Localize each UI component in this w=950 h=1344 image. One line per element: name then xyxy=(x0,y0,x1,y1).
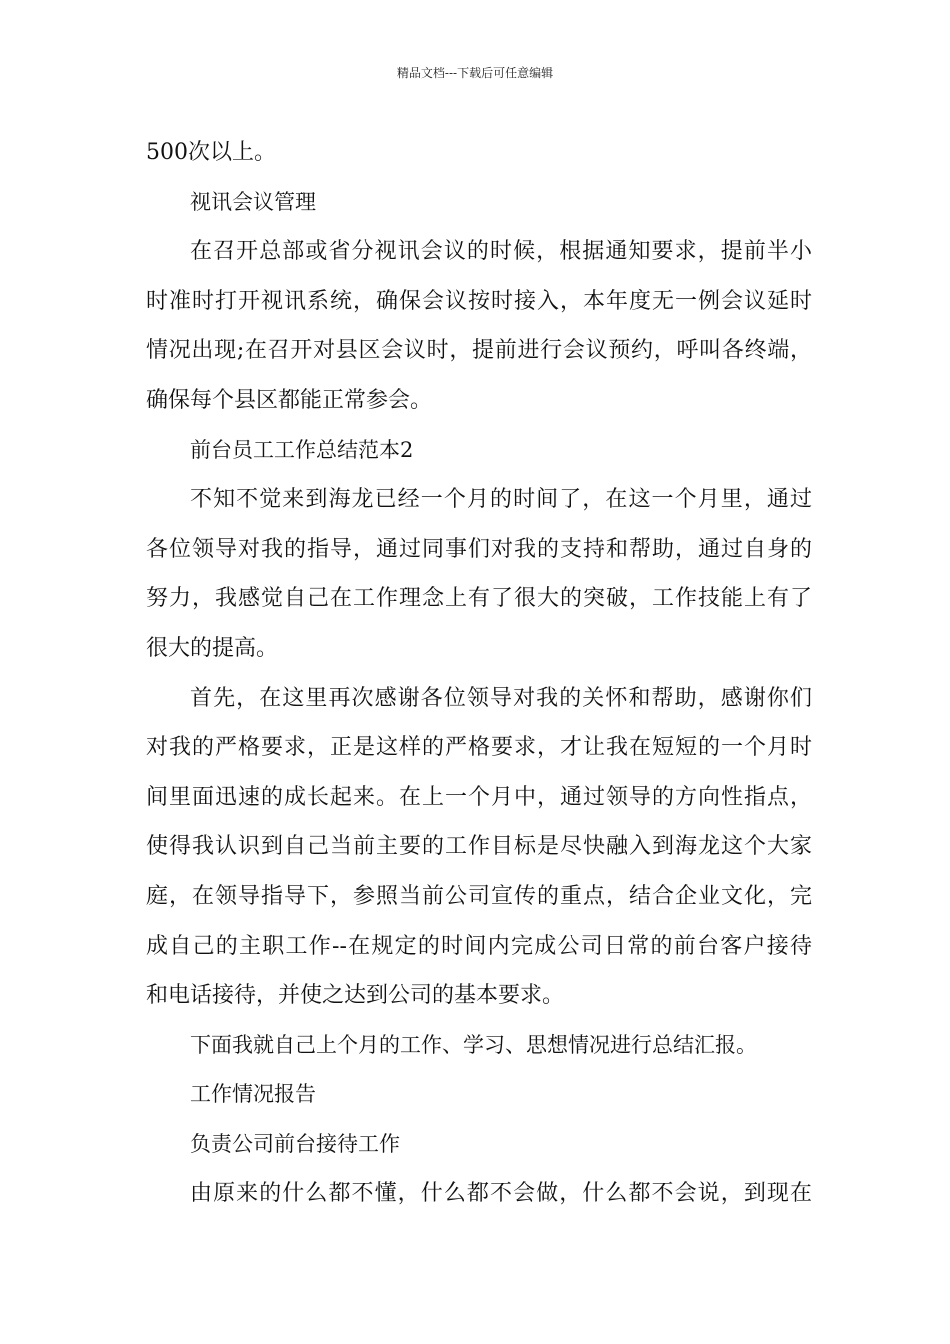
text-line: 由原来的什么都不懂，什么都不会做，什么都不会说，到现在 xyxy=(190,1181,812,1207)
text-line: 500次以上。 xyxy=(146,140,276,165)
text-line: 努力，我感觉自己在工作理念上有了很大的突破，工作技能上有了 xyxy=(146,586,812,612)
text-line: 成自己的主职工作--在规定的时间内完成公司日常的前台客户接待 xyxy=(146,933,812,959)
text-line: 情况出现;在召开对县区会议时，提前进行会议预约，呼叫各终端， xyxy=(146,338,812,364)
section-heading: 工作情况报告 xyxy=(190,1082,316,1107)
text-line: 下面我就自己上个月的工作、学习、思想情况进行总结汇报。 xyxy=(190,1032,757,1057)
section-heading: 负责公司前台接待工作 xyxy=(190,1131,400,1156)
section-heading: 视讯会议管理 xyxy=(190,189,316,214)
text-line: 各位领导对我的指导，通过同事们对我的支持和帮助，通过自身的 xyxy=(146,536,812,562)
text-line: 庭，在领导指导下，参照当前公司宣传的重点，结合企业文化，完 xyxy=(146,883,812,909)
text-line: 和电话接待，并使之达到公司的基本要求。 xyxy=(146,983,565,1009)
text-line: 对我的严格要求，正是这样的严格要求，才让我在短短的一个月时 xyxy=(146,735,812,761)
text-line: 在召开总部或省分视讯会议的时候，根据通知要求，提前半小 xyxy=(190,239,812,265)
text-line: 不知不觉来到海龙已经一个月的时间了，在这一个月里，通过 xyxy=(190,487,812,513)
section-heading: 前台员工工作总结范本2 xyxy=(190,437,414,462)
page-header: 精品文档---下载后可任意编辑 xyxy=(396,66,554,80)
document-body xyxy=(146,128,812,1219)
text-line: 确保每个县区都能正常参会。 xyxy=(146,387,433,413)
text-line: 间里面迅速的成长起来。在上一个月中，通过领导的方向性指点， xyxy=(146,784,812,810)
text-line: 很大的提高。 xyxy=(146,635,279,661)
text-line: 时准时打开视讯系统，确保会议按时接入，本年度无一例会议延时 xyxy=(146,288,812,314)
text-line: 使得我认识到自己当前主要的工作目标是尽快融入到海龙这个大家 xyxy=(146,834,812,860)
text-line: 首先，在这里再次感谢各位领导对我的关怀和帮助，感谢你们 xyxy=(190,685,812,711)
